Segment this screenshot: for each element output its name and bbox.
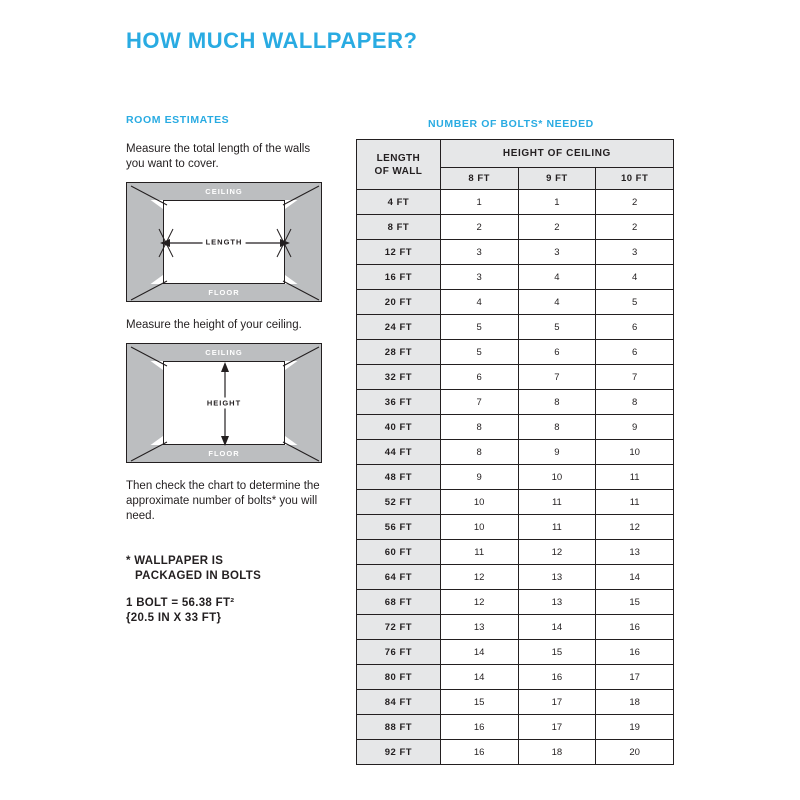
- bolts-cell-9ft: 18: [518, 740, 596, 765]
- bolts-cell-9ft: 7: [518, 365, 596, 390]
- bolts-cell-9ft: 15: [518, 640, 596, 665]
- bolts-cell-8ft: 2: [440, 215, 518, 240]
- bolts-cell-9ft: 8: [518, 415, 596, 440]
- bolts-cell-10ft: 18: [596, 690, 674, 715]
- bolts-cell-10ft: 6: [596, 340, 674, 365]
- bolts-cell-8ft: 15: [440, 690, 518, 715]
- ceiling-band-label: CEILING: [127, 183, 321, 200]
- bolts-cell-9ft: 3: [518, 240, 596, 265]
- table-row: [357, 715, 674, 740]
- table-row: [357, 240, 674, 265]
- note-line-2: PACKAGED IN BOLTS: [135, 570, 262, 582]
- bolts-cell-8ft: 11: [440, 540, 518, 565]
- bolts-cell-9ft: 1: [518, 190, 596, 215]
- row-header-length: 20 FT: [357, 290, 441, 315]
- bolts-cell-10ft: 17: [596, 665, 674, 690]
- bolts-cell-10ft: 11: [596, 465, 674, 490]
- bolts-cell-8ft: 3: [440, 240, 518, 265]
- bolts-cell-9ft: 9: [518, 440, 596, 465]
- bolts-cell-10ft: 16: [596, 640, 674, 665]
- bolts-cell-9ft: 4: [518, 290, 596, 315]
- row-header-length: 8 FT: [357, 215, 441, 240]
- bolts-cell-10ft: 16: [596, 615, 674, 640]
- bolts-cell-10ft: 8: [596, 390, 674, 415]
- bolts-cell-8ft: 14: [440, 640, 518, 665]
- bolts-cell-9ft: 6: [518, 340, 596, 365]
- room-diagram-length: [126, 182, 322, 302]
- row-header-length: 32 FT: [357, 365, 441, 390]
- row-header-length: 40 FT: [357, 415, 441, 440]
- bolts-cell-10ft: 13: [596, 540, 674, 565]
- bolts-cell-8ft: 12: [440, 590, 518, 615]
- bolts-cell-9ft: 17: [518, 715, 596, 740]
- bolts-cell-9ft: 16: [518, 665, 596, 690]
- ceiling-band-label-2: CEILING: [127, 344, 321, 361]
- bolts-cell-10ft: 15: [596, 590, 674, 615]
- bolts-cell-9ft: 4: [518, 265, 596, 290]
- bolts-cell-8ft: 8: [440, 440, 518, 465]
- bolts-cell-8ft: 7: [440, 390, 518, 415]
- bolts-cell-9ft: 10: [518, 465, 596, 490]
- row-header-length: 92 FT: [357, 740, 441, 765]
- row-header-length: 80 FT: [357, 665, 441, 690]
- bolts-cell-10ft: 20: [596, 740, 674, 765]
- floor-band-label-2: FLOOR: [127, 445, 321, 462]
- row-header-length: 84 FT: [357, 690, 441, 715]
- row-header-length: 44 FT: [357, 440, 441, 465]
- table-row: [357, 690, 674, 715]
- bolts-cell-9ft: 14: [518, 615, 596, 640]
- bolts-cell-10ft: 2: [596, 215, 674, 240]
- bolts-table-body: [357, 190, 674, 765]
- bolts-cell-8ft: 4: [440, 290, 518, 315]
- bolts-cell-8ft: 1: [440, 190, 518, 215]
- table-row: [357, 415, 674, 440]
- bolts-cell-8ft: 8: [440, 415, 518, 440]
- table-row: [357, 465, 674, 490]
- bolts-cell-8ft: 6: [440, 365, 518, 390]
- bolts-cell-8ft: 14: [440, 665, 518, 690]
- column-header-9ft: 9 FT: [518, 168, 596, 190]
- room-estimates-section: [126, 114, 326, 626]
- bolts-cell-8ft: 10: [440, 515, 518, 540]
- bolts-cell-9ft: 13: [518, 565, 596, 590]
- bolts-cell-8ft: 5: [440, 315, 518, 340]
- bolts-cell-10ft: 9: [596, 415, 674, 440]
- table-heading: NUMBER OF BOLTS* NEEDED: [428, 118, 594, 130]
- bolts-cell-9ft: 2: [518, 215, 596, 240]
- bolts-cell-9ft: 11: [518, 490, 596, 515]
- bolts-cell-9ft: 17: [518, 690, 596, 715]
- bolts-cell-10ft: 12: [596, 515, 674, 540]
- bolts-cell-10ft: 10: [596, 440, 674, 465]
- table-row: [357, 490, 674, 515]
- table-row: [357, 440, 674, 465]
- corner-line-2: OF WALL: [374, 165, 423, 177]
- room-diagram-height: [126, 343, 322, 463]
- row-header-length: 60 FT: [357, 540, 441, 565]
- table-row: [357, 390, 674, 415]
- bolts-cell-10ft: 11: [596, 490, 674, 515]
- bolts-cell-10ft: 2: [596, 190, 674, 215]
- bolts-cell-10ft: 6: [596, 315, 674, 340]
- section-heading-room-estimates: ROOM ESTIMATES: [126, 114, 230, 126]
- bolts-cell-9ft: 12: [518, 540, 596, 565]
- bolts-cell-8ft: 13: [440, 615, 518, 640]
- floor-band-label: FLOOR: [127, 284, 321, 301]
- table-row: [357, 540, 674, 565]
- bolts-cell-10ft: 19: [596, 715, 674, 740]
- table-row: [357, 265, 674, 290]
- table-row: [357, 340, 674, 365]
- step-2-text: Measure the height of your ceiling.: [126, 319, 302, 331]
- row-header-length: 56 FT: [357, 515, 441, 540]
- table-row: [357, 315, 674, 340]
- row-header-length: 4 FT: [357, 190, 441, 215]
- bolts-table-head: [357, 140, 674, 190]
- row-header-length: 24 FT: [357, 315, 441, 340]
- note-line-1: * WALLPAPER IS: [126, 555, 224, 567]
- page-title: HOW MUCH WALLPAPER?: [126, 28, 418, 53]
- table-row: [357, 640, 674, 665]
- table-row: [357, 615, 674, 640]
- note-line-3: 1 BOLT = 56.38 FT²: [126, 597, 235, 609]
- step-3-text: Then check the chart to determine the approximate number of bolts* you will need.: [126, 480, 320, 522]
- row-header-length: 88 FT: [357, 715, 441, 740]
- bolts-cell-10ft: 5: [596, 290, 674, 315]
- bolts-cell-10ft: 4: [596, 265, 674, 290]
- row-header-length: 28 FT: [357, 340, 441, 365]
- row-header-length: 48 FT: [357, 465, 441, 490]
- table-corner-header: [357, 140, 441, 190]
- note-line-4: {20.5 IN X 33 FT}: [126, 612, 222, 624]
- row-header-length: 36 FT: [357, 390, 441, 415]
- bolts-cell-10ft: 14: [596, 565, 674, 590]
- bolts-cell-9ft: 11: [518, 515, 596, 540]
- table-row: [357, 590, 674, 615]
- row-header-length: 12 FT: [357, 240, 441, 265]
- bolts-cell-9ft: 8: [518, 390, 596, 415]
- bolts-cell-10ft: 3: [596, 240, 674, 265]
- table-row: [357, 290, 674, 315]
- table-row: [357, 215, 674, 240]
- row-header-length: 76 FT: [357, 640, 441, 665]
- height-dimension-label: HEIGHT: [204, 398, 244, 409]
- row-header-length: 72 FT: [357, 615, 441, 640]
- bolts-cell-9ft: 13: [518, 590, 596, 615]
- table-row: [357, 515, 674, 540]
- bolts-cell-8ft: 12: [440, 565, 518, 590]
- bolts-cell-8ft: 10: [440, 490, 518, 515]
- table-row: [357, 190, 674, 215]
- length-dimension-label: LENGTH: [203, 237, 246, 248]
- bolts-cell-8ft: 16: [440, 715, 518, 740]
- bolts-cell-8ft: 3: [440, 265, 518, 290]
- table-row: [357, 665, 674, 690]
- table-header-row-1: [357, 140, 674, 168]
- row-header-length: 64 FT: [357, 565, 441, 590]
- note-spacer: [126, 584, 326, 596]
- bolts-cell-9ft: 5: [518, 315, 596, 340]
- column-header-8ft: 8 FT: [440, 168, 518, 190]
- step-1-text: Measure the total length of the walls you want to cover.: [126, 143, 311, 170]
- table-row: [357, 365, 674, 390]
- corner-line-1: LENGTH: [376, 152, 421, 164]
- group-header-height-of-ceiling: HEIGHT OF CEILING: [440, 140, 673, 168]
- bolts-cell-8ft: 16: [440, 740, 518, 765]
- bolt-note: [126, 554, 326, 626]
- bolts-table: [356, 139, 674, 765]
- row-header-length: 68 FT: [357, 590, 441, 615]
- table-row: [357, 565, 674, 590]
- table-row: [357, 740, 674, 765]
- column-header-10ft: 10 FT: [596, 168, 674, 190]
- bolts-cell-8ft: 5: [440, 340, 518, 365]
- bolts-cell-10ft: 7: [596, 365, 674, 390]
- row-header-length: 16 FT: [357, 265, 441, 290]
- row-header-length: 52 FT: [357, 490, 441, 515]
- bolts-cell-8ft: 9: [440, 465, 518, 490]
